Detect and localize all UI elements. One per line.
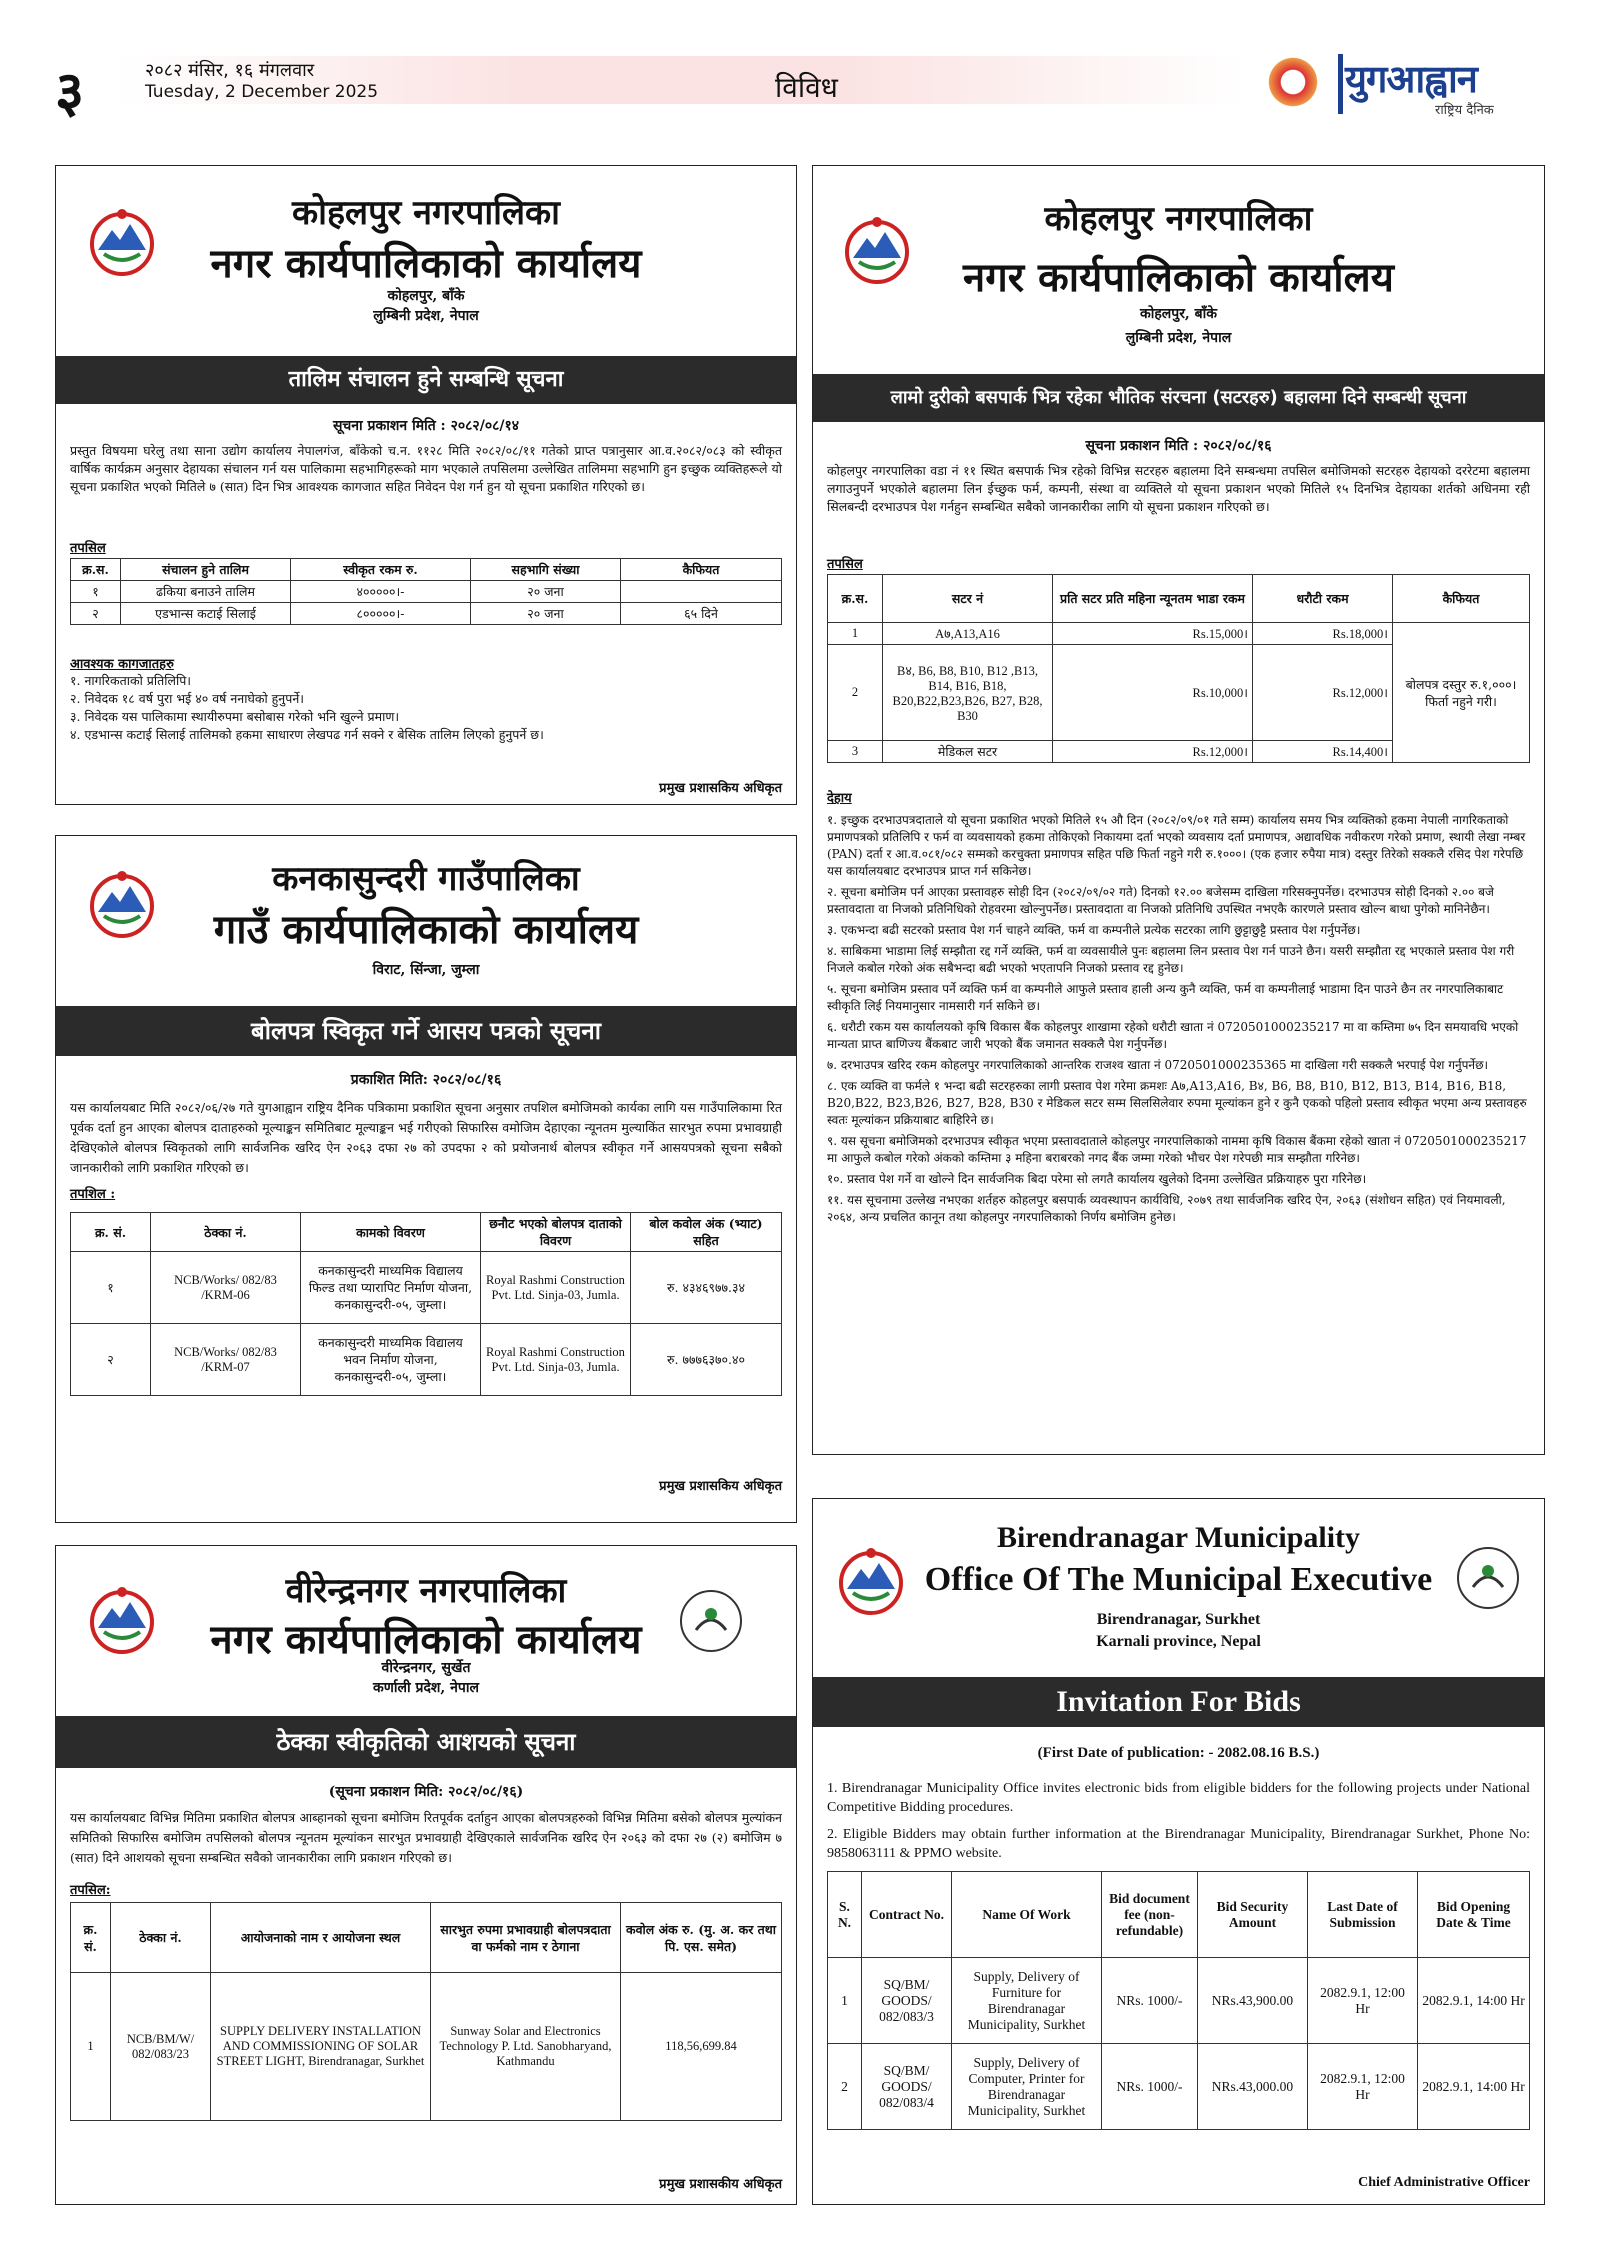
list-item: ४. साबिकमा भाडामा लिई सम्झौता रद्द गर्ने व्यक्ति, फर्म वा व्यवसायीले पुनः बहालमा लिन प्रस्ताव पेश गर्न पाउने छैन। यसरी सम्झौता रद्द भएकाले प्रस्ताव पेश गरी निजले कबोल गरेको अंक सबैभन्दा बढी भएको भएतापनि निजको प्रस्ताव रद्द हुनेछ।: [827, 944, 1515, 975]
table-cell: Supply, Delivery of Furniture for Birendranagar Municipality, Surkhet: [952, 1958, 1102, 2044]
list-item: ८. एक व्यक्ति वा फर्मले १ भन्दा बढी सटरहरुका लागी प्रस्ताव पेश गरेमा क्रमशः A७,A13,A16, B४, B6, B8, B10, B12, B13, B14, B16, B18, B20,B22, B23,B26, B27, B28, B30 र मेडिकल सटर सम्म सिलसिलेवार रुपमा मूल्यांकन हुने र कुनै एकको पहिलो प्रस्ताव स्वीकृत भएमा अन्य प्रस्तावहरु स्वतः मूल्यांकन प्रक्रियाबाट बाहिरिने छ।: [827, 1079, 1527, 1127]
tapsil-label: तपसिल: [827, 557, 863, 572]
list-item: २. निवेदक १८ वर्ष पुरा भई ४० वर्ष ननाघेको हुनुपर्ने।: [70, 691, 305, 706]
table-cell: 1: [828, 1958, 862, 2044]
notice-address: विराट, सिंन्जा, जुम्ला: [372, 962, 480, 978]
table-cell: कनकासुन्दरी माध्यमिक विद्यालय भवन निर्माण योजना, कनकासुन्दरी-०५, जुम्ला।: [301, 1324, 481, 1396]
newspaper-tagline: राष्ट्रिय दैनिक: [1435, 103, 1494, 118]
table-cell: Rs.15,000।: [1053, 623, 1253, 645]
bid-item-2: 2. Eligible Bidders may obtain further information at the Birendranagar Municipality, Birendranagar Surkhet, Phone No: 9858063111 & PPMO website.: [827, 1827, 1530, 1861]
list-item: ६. धरौटी रकम यस कार्यालयको कृषि विकास बैंक कोहलपुर शाखामा रहेको धरौटी खाता नं 0720501000235217 मा वा कम्तिमा ७५ दिन समयावधि भएको मान्यता प्राप्त बाणिज्य बैंकबाट जारी भएको बैंक जमानत सक्कलै पेश गर्नुपर्नेछ।: [827, 1020, 1519, 1051]
notice-body: यस कार्यालयबाट विभिन्न मितिमा प्रकाशित बोलपत्र आब्हानको सूचना बमोजिम रितपूर्वक दर्ताहुन आएका बोलपत्रहरुको विभिन्न मितिमा बसेको बोलपत्र मुल्यांकन समितिको सिफारिस बमोजिम तपसिलको बोलपत्र न्यूनतम मूल्यांकन सारभुत प्रभावग्राही देखिएकाले सार्वजनिक खरिद ऐन २०६३ को दफा २७ (२) बमोजिम ७ (सात) दिने आशयको सूचना सम्बन्धित सवैको जानकारीका लागि प्रकाशन गरिएको छ।: [70, 1810, 782, 1865]
notice-office-title: नगर कार्यपालिकाको कार्यालय: [963, 254, 1394, 301]
table-cell: Rs.10,000।: [1053, 645, 1253, 741]
table-cell: A७,A13,A16: [883, 623, 1053, 645]
table-cell: ४०००००।-: [291, 581, 471, 603]
signature-title: प्रमुख प्रशासकिय अधिकृत: [659, 781, 782, 796]
table-cell: NCB/Works/ 082/83 /KRM-07: [151, 1324, 301, 1396]
brand-bar: [1338, 54, 1343, 114]
tapsil-label: तपसिल:: [70, 1883, 111, 1898]
table-header: Bid Security Amount: [1198, 1872, 1308, 1958]
documents-list: [70, 672, 782, 744]
table-cell: SUPPLY DELIVERY INSTALLATION AND COMMISSIONING OF SOLAR STREET LIGHT, Birendranagar, Surkhet: [211, 1973, 431, 2121]
table-cell: B४, B6, B8, B10, B12 ,B13, B14, B16, B18, B20,B22,B23,B26, B27, B28, B30: [883, 645, 1053, 741]
table-cell: NRs.43,900.00: [1198, 1958, 1308, 2044]
signature-title: प्रमुख प्रशासकीय अधिकृत: [659, 2177, 782, 2192]
notice-heading: ठेक्का स्वीकृतिको आशयको सूचना: [56, 1716, 796, 1768]
table-header: S. N.: [828, 1872, 862, 1958]
table-cell: 118,56,699.84: [621, 1973, 782, 2121]
table-header: कैफियत: [621, 559, 782, 581]
page-header: [55, 48, 1550, 126]
table-cell: [621, 581, 782, 603]
list-item: १. इच्छुक दरभाउपत्रदाताले यो सूचना प्रकाशित भएको मितिले १५ औ दिन (२०८२/०९/०१ गते सम्म) कार्यालय समय भित्र व्यक्तिको हकमा नेपाली नागरिकताको प्रमाणपत्रको प्रतिलिपि र फर्म वा व्यवसायको हकमा तोकिएको निकायमा दर्ता भएको व्यवसाय दर्ता प्रमाणपत्र, अद्यावधिक नवीकरण गरेको प्रमाण, स्थायी लेखा नम्बर (PAN) दर्ता र आ.व.०८१/०८२ सम्मको करचुक्ता प्रमाणपत्र सहित पछि फिर्ता नहुने गरी रु.१०००। (एक हजार रुपैया मात्र) दस्तुर तिरेको सक्कलै रसिद पेश गरेपछि यस कार्यालयबाट दरभाउपत्र प्राप्त गर्न सकिनेछ।: [827, 813, 1526, 878]
table-cell: NRs. 1000/-: [1102, 1958, 1198, 2044]
notice-address-line2: Karnali province, Nepal: [1096, 1633, 1261, 1650]
table-cell: Supply, Delivery of Computer, Printer for Birendranagar Municipality, Surkhet: [952, 2044, 1102, 2130]
table-cell: 2082.9.1, 12:00 Hr: [1308, 2044, 1418, 2130]
list-item: ३. निवेदक यस पालिकामा स्थायीरुपमा बसोबास गरेको भनि खुल्ने प्रमाण।: [70, 709, 400, 724]
notice-org-title: वीरेन्द्रनगर नगरपालिका: [285, 1571, 567, 1611]
table-header: क्र.स.: [71, 559, 121, 581]
terms-label: देहाय: [827, 791, 852, 806]
list-item: १. नागरिकताको प्रतिलिपि।: [70, 673, 192, 688]
table-header: Bid Opening Date & Time: [1418, 1872, 1530, 1958]
table-header: क्र. सं.: [71, 1903, 111, 1973]
tapsil-label: तपसिल: [70, 541, 106, 556]
table-cell: 3: [828, 741, 883, 763]
table-header: धरौटी रकम: [1253, 575, 1393, 623]
notice-heading: Invitation For Bids: [813, 1677, 1544, 1727]
notice-body: कोहलपुर नगरपालिका वडा नं ११ स्थित बसपार्क भित्र रहेको विभिन्न सटरहरु बहालमा दिने सम्बन्धमा तपसिल बमोजिमको सटरहरु देहायको दररेटमा बहालमा लगाउनुपर्ने भएकोले बहालमा लिन ईच्छुक फर्म, कम्पनी, संस्था वा व्यक्तिले यो सूचना प्रकाशन भएको मितिले १५ दिनभित्र देहायका शर्तको अधिनमा रही सिलबन्दी दरभाउपत्र पेश गर्नहुन सम्बन्धित सबैको जानकारीका लागि यो सूचना प्रकाशन गरिएको छ।: [827, 463, 1530, 514]
table-header: Last Date of Submission: [1308, 1872, 1418, 1958]
bid-item-1: 1. Birendranagar Municipality Office invites electronic bids from eligible bidders for the following projects under National Competitive Bidding procedures.: [827, 1781, 1530, 1815]
table-cell: NCB/BM/W/ 082/083/23: [111, 1973, 211, 2121]
notice-address-line2: लुम्बिनी प्रदेश, नेपाल: [373, 308, 479, 324]
table-header: क्र.स.: [828, 575, 883, 623]
publication-date: प्रकाशित मिति: २०८२/०८/१६: [350, 1072, 502, 1088]
table-header: Contract No.: [862, 1872, 952, 1958]
table-cell: NCB/Works/ 082/83 /KRM-06: [151, 1252, 301, 1324]
table-header: स्वीकृत रकम रु.: [291, 559, 471, 581]
bid-table: [70, 1212, 782, 1396]
section-title: विविध: [775, 71, 838, 104]
notice-office-title: नगर कार्यपालिकाको कार्यालय: [210, 240, 642, 287]
notice-heading: लामो दुरीको बसपार्क भित्र रहेका भौतिक संरचना (सटरहरु) बहालमा दिने सम्बन्धी सूचना: [813, 374, 1544, 422]
notice-address-line1: Birendranagar, Surkhet: [1096, 1611, 1261, 1628]
table-row: [71, 1973, 782, 2121]
date-nepali: २०८२ मंसिर, १६ मंगलवार: [145, 60, 315, 81]
notice-kanakasundari-bid: [55, 835, 797, 1523]
publication-date: (सूचना प्रकाशन मिति: २०८२/०८/१६): [328, 1784, 524, 1800]
table-header: आयोजनाको नाम र आयोजना स्थल: [211, 1903, 431, 1973]
notice-address-line2: लुम्बिनी प्रदेश, नेपाल: [1125, 330, 1232, 346]
table-header: ठेक्का नं.: [111, 1903, 211, 1973]
newspaper-logo: युगआह्वान: [1345, 57, 1477, 101]
table-cell: ६५ दिने: [621, 603, 782, 625]
notice-address-line2: कर्णाली प्रदेश, नेपाल: [373, 1680, 479, 1696]
table-cell: एडभान्स कटाई सिलाई: [121, 603, 291, 625]
notice-body: यस कार्यालयबाट मिति २०८२/०६/२७ गते युगआह्वान राष्ट्रिय दैनिक पत्रिकामा प्रकाशित सूचना अनुसार तपशिल बमोजिमको कार्यका लागि यस गाउँपालिकामा रित पूर्वक दर्ता हुन आएका बोलपत्र दाताहरुको मूल्याङ्कन समितिबाट मूल्याङ्कन भई गरीएको सिफारिस वमोजिम देहाएका न्यूनतम मुल्याकिंत सारभुत रुपमा प्रभावग्राही देखिएकोले बोलपत्र स्विकृतको लागि सार्वजनिक खरिद ऐन २०६३ दफा २७ को उपदफा २ को प्रयोजनार्थ बोलपत्र स्वीकृत गर्ने आसयपत्रको सूचना सबैको जानकारीको लागि प्रकाशित गरिएको छ।: [70, 1100, 782, 1175]
table-cell: 2: [828, 2044, 862, 2130]
table-row: [71, 581, 782, 603]
table-header: प्रति सटर प्रति महिना न्यूनतम भाडा रकम: [1053, 575, 1253, 623]
notice-address-line1: कोहलपुर, बाँके: [387, 288, 465, 304]
list-item: ९. यस सूचना बमोजिमको दरभाउपत्र स्वीकृत भएमा प्रस्तावदाताले कोहलपुर नगरपालिकाको नाममा कृषि विकास बैंकमा रहेको खाता नं 0720501000235217 मा आफुले कबोल गरेको अंकको कम्तिमा ३ महिना बराबरको नगद बैंक जम्मा गरेको भौचर पेश गरेपछी मात्र सम्झौता गरिनेछ।: [827, 1134, 1527, 1165]
table-cell: रु. ४३४६९७७.३४: [631, 1252, 782, 1324]
notice-body: प्रस्तुत विषयमा घरेलु तथा साना उद्योग कार्यालय नेपालगंज, बाँकेको च.न. ११२८ मिति २०८२/०८/११ गतेको प्राप्त पत्रानुसार आ.व.२०८२/०८३ को स्वीकृत वार्षिक कार्यक्रम अनुसार देहायका संचालन गर्न यस पालिकामा सहभागिहरूको माग भएकाले तपसिलमा उल्लेखित तालिममा सहभागि हुन इच्छुक व्यक्तिहरूले यो सूचना प्रकाशित भएको मितिले ७ (सात) दिन भित्र आवश्यक कागजात सहित निवेदन पेश गर्न हुन यो सूचना प्रकाशित गरिएको छ।: [70, 443, 782, 494]
table-header: कवोल अंक रु. (मु. अ. कर तथा पि. एस. समेत): [621, 1903, 782, 1973]
notice-birendranagar-contract: [55, 1545, 797, 2205]
table-cell: SQ/BM/ GOODS/ 082/083/3: [862, 1958, 952, 2044]
notice-org-title: Birendranagar Municipality: [996, 1521, 1361, 1554]
shutter-table: [827, 574, 1530, 763]
table-cell: २० जना: [471, 581, 621, 603]
table-cell: ८०००००।-: [291, 603, 471, 625]
bids-table: [827, 1871, 1530, 2130]
notice-office-title: गाउँ कार्यपालिकाको कार्यालय: [213, 906, 639, 953]
table-row: [71, 1252, 782, 1324]
contract-table: [70, 1902, 782, 2121]
table-cell: NRs.43,000.00: [1198, 2044, 1308, 2130]
table-cell: Royal Rashmi Construction Pvt. Ltd. Sinja-03, Jumla.: [481, 1324, 631, 1396]
table-cell: २: [71, 1324, 151, 1396]
table-header: Name Of Work: [952, 1872, 1102, 1958]
table-header: छनौट भएको बोलपत्र दाताको विवरण: [481, 1213, 631, 1252]
table-cell: मेडिकल सटर: [883, 741, 1053, 763]
table-cell: ढकिया बनाउने तालिम: [121, 581, 291, 603]
table-cell: Rs.14,400।: [1253, 741, 1393, 763]
tapsil-label: तपशिल :: [70, 1187, 116, 1202]
table-header: Bid document fee (non-refundable): [1102, 1872, 1198, 1958]
table-header: ठेक्का नं.: [151, 1213, 301, 1252]
notice-kohalpur-training: [55, 165, 797, 805]
publication-date: सूचना प्रकाशन मिति : २०८२/०८/१४: [332, 418, 520, 434]
table-cell: 1: [71, 1973, 111, 2121]
table-cell: NRs. 1000/-: [1102, 2044, 1198, 2130]
table-cell: Rs.12,000।: [1253, 645, 1393, 741]
table-cell: रु. ७७७६३७०.४०: [631, 1324, 782, 1396]
notice-org-title: कनकासुन्दरी गाउँपालिका: [272, 859, 580, 899]
signature-title: प्रमुख प्रशासकिय अधिकृत: [659, 1479, 782, 1494]
notice-office-title: Office Of The Municipal Executive: [924, 1561, 1433, 1598]
training-table: [70, 558, 782, 625]
notice-heading: तालिम संचालन हुने सम्बन्धि सूचना: [56, 356, 796, 404]
table-cell: Rs.12,000।: [1053, 741, 1253, 763]
notice-heading: बोलपत्र स्विकृत गर्ने आसय पत्रको सूचना: [56, 1006, 796, 1056]
table-row: [828, 1958, 1530, 2044]
signature-title: Chief Administrative Officer: [1358, 2175, 1530, 2190]
table-cell: Sunway Solar and Electronics Technology P. Ltd. Sanobharyand, Kathmandu: [431, 1973, 621, 2121]
notice-address-line1: कोहलपुर, बाँके: [1139, 306, 1218, 322]
table-cell: 2082.9.1, 14:00 Hr: [1418, 1958, 1530, 2044]
publication-date: सूचना प्रकाशन मिति : २०८२/०८/१६: [1085, 438, 1272, 454]
anniversary-logo-icon: [1265, 54, 1321, 110]
notice-office-title: नगर कार्यपालिकाको कार्यालय: [210, 1616, 642, 1663]
table-row: [828, 623, 1530, 645]
table-header: बोल कवोल अंक (भ्याट) सहित: [631, 1213, 782, 1252]
list-item: २. सूचना बमोजिम पर्न आएका प्रस्तावहरु सोही दिन (२०८२/०९/०२ गते) दिनको १२.०० बजेसम्म दाखिला गरिसक्नुपर्नेछ। दरभाउपत्र सोही दिनको २.०० बजे प्रस्तावदाता वा निजको प्रतिनिधिको रोहवरमा खोल्नुपर्नेछ। प्रस्तावदाता वा निजको प्रतिनिधि उपस्थित नभएकै कारणले प्रस्ताव खोल्न बाधा पुगेको मानिनेछैन।: [827, 885, 1494, 916]
list-item: १०. प्रस्ताव पेश गर्ने वा खोल्ने दिन सार्वजनिक बिदा परेमा सो लगतै कार्यालय खुलेको दिनमा उल्लेखित प्रक्रियाहरु पुरा गरिनेछ।: [827, 1172, 1367, 1186]
date-english: Tuesday, 2 December 2025: [145, 82, 379, 102]
table-row: [71, 603, 782, 625]
table-cell: कनकासुन्दरी माध्यमिक विद्यालय फिल्ड तथा प्यारापिट निर्माण योजना, कनकासुन्दरी-०५, जुम्ला।: [301, 1252, 481, 1324]
list-item: ११. यस सूचनामा उल्लेख नभएका शर्तहरु कोहलपुर बसपार्क व्यवस्थापन कार्यविधि, २०७९ तथा सार्वजनिक खरिद ऐन, २०६३ (संशोधन सहित) एवं नियमावली, २०६४, अन्य प्रचलित कानून तथा कोहलपुर नगरपालिकाको निर्णय बमोजिम हुनेछ।: [827, 1193, 1506, 1224]
notice-address-line1: वीरेन्द्रनगर, सुर्खेत: [381, 1660, 471, 1676]
table-cell: १: [71, 581, 121, 603]
table-header: सहभागि संख्या: [471, 559, 621, 581]
list-item: ७. दरभाउपत्र खरिद रकम कोहलपुर नगरपालिकाको आन्तरिक राजश्व खाता नं 0720501000235365 मा दाखिला गरी सक्कलै भरपाई पेश गर्नुपर्नेछ।: [827, 1058, 1489, 1072]
terms-list: [827, 812, 1530, 1226]
list-item: ५. सूचना बमोजिम प्रस्ताव पर्ने व्यक्ति फर्म वा कम्पनीले आफुले प्रस्ताव हाली अन्य कुनै व्यक्ति, फर्म वा कम्पनीलाई भाडामा दिन पाउने छैन तर नगरपालिकाबाट स्वीकृति लिई नियमानुसार नामसारी गर्न सकिने छ।: [827, 982, 1504, 1013]
page-number: ३: [55, 60, 85, 125]
notice-org-title: कोहलपुर नगरपालिका: [292, 193, 560, 233]
table-header: क्र. सं.: [71, 1213, 151, 1252]
table-header: संचालन हुने तालिम: [121, 559, 291, 581]
table-header: सारभुत रुपमा प्रभावग्राही बोलपत्रदाता वा फर्मको नाम र ठेगाना: [431, 1903, 621, 1973]
table-cell: Royal Rashmi Construction Pvt. Ltd. Sinja-03, Jumla.: [481, 1252, 631, 1324]
table-cell: २: [71, 603, 121, 625]
table-header: सटर नं: [883, 575, 1053, 623]
notice-birendranagar-bids: [812, 1498, 1545, 2205]
table-header: कामको विवरण: [301, 1213, 481, 1252]
table-cell: Rs.18,000।: [1253, 623, 1393, 645]
table-cell: 2082.9.1, 14:00 Hr: [1418, 2044, 1530, 2130]
documents-label: आवश्यक कागजातहरु: [70, 657, 174, 672]
table-cell: 2082.9.1, 12:00 Hr: [1308, 1958, 1418, 2044]
table-cell: 2: [828, 645, 883, 741]
table-row: [71, 1324, 782, 1396]
table-cell-remark: बोलपत्र दस्तुर रु.१,०००। फिर्ता नहुने गरी।: [1393, 623, 1530, 763]
list-item: ३. एकभन्दा बढी सटरको प्रस्ताव पेश गर्न चाहने व्यक्ति, फर्म वा कम्पनीले प्रत्येक सटरका लागि छुट्टाछुट्टै प्रस्ताव पेश गर्नुपर्नेछ।: [827, 923, 1361, 937]
publication-date: (First Date of publication: - 2082.08.16 B.S.): [1037, 1745, 1320, 1761]
table-cell: SQ/BM/ GOODS/ 082/083/4: [862, 2044, 952, 2130]
list-item: ४. एडभान्स कटाई सिलाई तालिमको हकमा साधारण लेखपढ गर्न सक्ने र बेसिक तालिम लिएको हुनुपर्ने छ।: [70, 727, 544, 742]
table-header: कैफियत: [1393, 575, 1530, 623]
notice-kohalpur-buspark: [812, 165, 1545, 1455]
table-cell: १: [71, 1252, 151, 1324]
table-cell: 1: [828, 623, 883, 645]
table-row: [828, 2044, 1530, 2130]
table-cell: २० जना: [471, 603, 621, 625]
notice-org-title: कोहलपुर नगरपालिका: [1044, 199, 1313, 239]
